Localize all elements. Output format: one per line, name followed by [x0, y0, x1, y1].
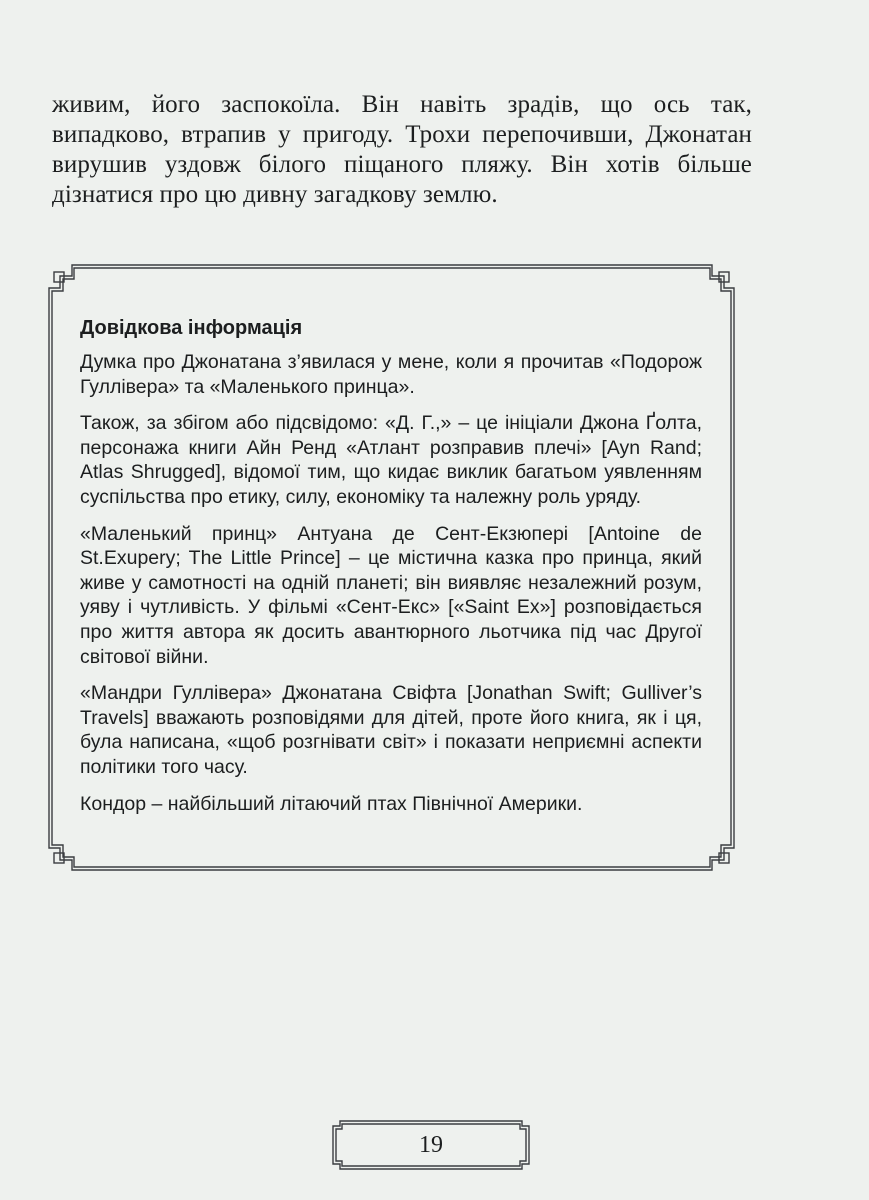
- page-number: 19: [419, 1132, 443, 1158]
- intro-paragraph: живим, його заспокоїла. Він навіть зрадів, що ось так, випадково, втрапив у пригоду. Трохи перепочивши, Джонатан вирушив уздовж білого піщаного пляжу. Він хотів більше дізнатися про цю дивну загадкову землю.: [52, 91, 752, 208]
- info-paragraph: Думка про Джонатана з’явилася у мене, коли я прочитав «Подорож Гуллівера» та «Маленького принца».: [80, 351, 702, 398]
- page-number-box: [332, 1120, 530, 1170]
- reference-info-box: [80, 314, 702, 828]
- info-paragraph: «Маленький принц» Антуана де Сент-Екзюпері [Antoine de St.Exupery; The Little Prince] – це містична казка про принца, який живе у самотності на одній планеті; він виявляє незалежний розум, уяву і чутливість. У фільмі «Сент-Екс» [«Saint Ex»] розповідається про життя автора як досить авантюрного льотчика під час Другої світової війни.: [80, 522, 702, 668]
- info-paragraph: Кондор – найбільший літаючий птах Північної Америки.: [80, 792, 583, 815]
- info-paragraph: Також, за збігом або підсвідомо: «Д. Г.,» – це ініціали Джона Ґолта, персонажа книги Айн Ренд «Атлант розправив плечі» [Ayn Rand; Atlas Shrugged], відомої тим, що кидає виклик багатьом уявленням суспільства про етику, силу, економіку та належну роль уряду.: [80, 412, 702, 508]
- info-box-title: Довідкова інформація: [80, 317, 303, 339]
- info-paragraph: «Мандри Гуллівера» Джонатана Свіфта [Jonathan Swift; Gulliver’s Travels] вважають розповідями для дітей, проте його книга, як і ця, була написана, «щоб розгнівати світ» і показати неприємні аспекти політики того часу.: [80, 682, 702, 778]
